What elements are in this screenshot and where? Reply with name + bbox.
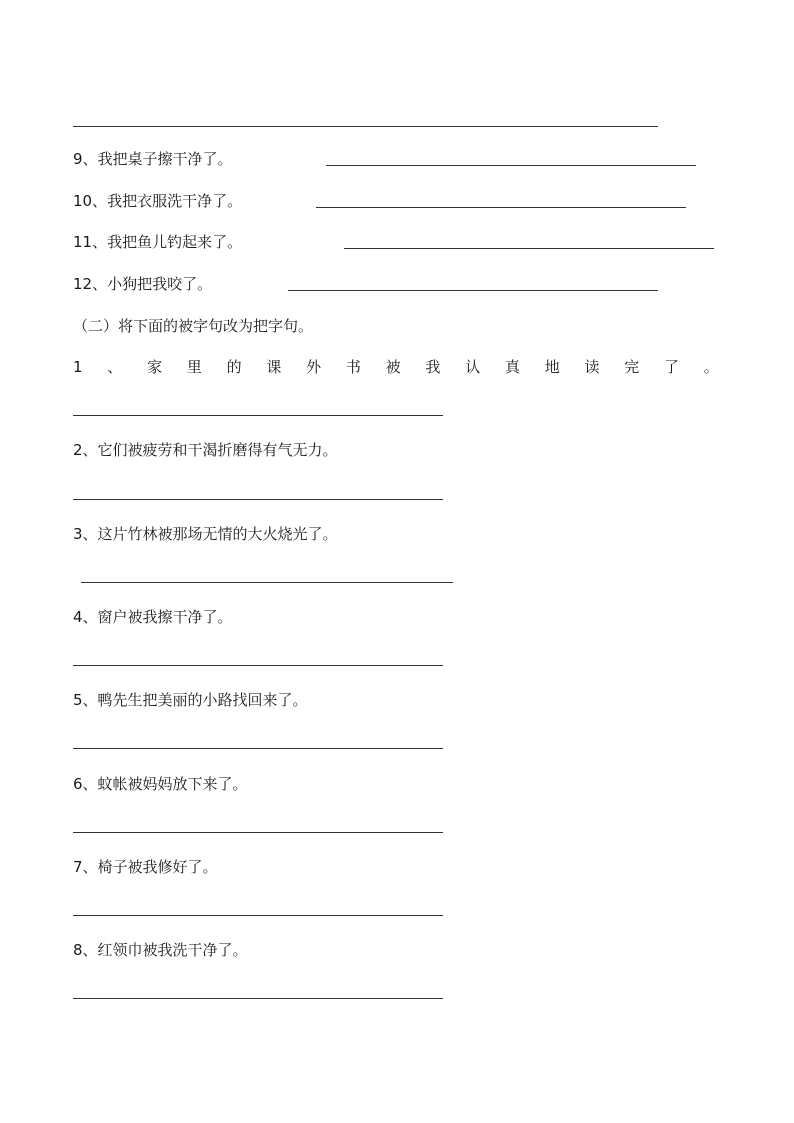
question-1-char: 家 — [147, 358, 163, 376]
answer-line-q3[interactable] — [81, 582, 453, 583]
question-1-char: 1 — [73, 358, 83, 376]
question-1-char: 、 — [107, 358, 123, 376]
question-3: 3、这片竹林被那场无情的大火烧光了。 — [73, 525, 338, 543]
question-1 — [73, 357, 719, 377]
question-7: 7、椅子被我修好了。 — [73, 858, 218, 876]
question-1-char: 课 — [266, 358, 282, 376]
question-1-char: 的 — [226, 358, 242, 376]
answer-line-q2[interactable] — [73, 499, 443, 500]
question-1-char: 真 — [504, 358, 520, 376]
question-1-char: 里 — [186, 358, 202, 376]
question-1-char: 我 — [425, 358, 441, 376]
answer-line-q1[interactable] — [73, 415, 443, 416]
answer-line-9[interactable] — [326, 165, 696, 166]
question-1-char: 完 — [624, 358, 640, 376]
sentence-11: 11、我把鱼儿钓起来了。 — [73, 233, 243, 251]
sentence-9: 9、我把桌子擦干净了。 — [73, 150, 233, 168]
question-1-char: 被 — [385, 358, 401, 376]
answer-line-top[interactable] — [73, 126, 658, 127]
answer-line-q5[interactable] — [73, 748, 443, 749]
question-2: 2、它们被疲劳和干渴折磨得有气无力。 — [73, 441, 338, 459]
answer-line-q4[interactable] — [73, 665, 443, 666]
question-1-char: 地 — [544, 358, 560, 376]
question-5: 5、鸭先生把美丽的小路找回来了。 — [73, 691, 308, 709]
answer-line-12[interactable] — [288, 290, 658, 291]
question-4: 4、窗户被我擦干净了。 — [73, 608, 233, 626]
question-8: 8、红领巾被我洗干净了。 — [73, 941, 248, 959]
answer-line-q8[interactable] — [73, 998, 443, 999]
answer-line-q6[interactable] — [73, 832, 443, 833]
sentence-10: 10、我把衣服洗干净了。 — [73, 192, 243, 210]
question-1-char: 。 — [703, 358, 719, 376]
answer-line-q7[interactable] — [73, 915, 443, 916]
answer-line-10[interactable] — [316, 207, 686, 208]
answer-line-11[interactable] — [344, 248, 714, 249]
question-1-char: 了 — [664, 358, 680, 376]
question-6: 6、蚊帐被妈妈放下来了。 — [73, 775, 248, 793]
question-1-char: 书 — [345, 358, 361, 376]
sentence-12: 12、小狗把我咬了。 — [73, 275, 213, 293]
question-1-char: 认 — [465, 358, 481, 376]
section-2-heading: （二）将下面的被字句改为把字句。 — [73, 317, 314, 335]
question-1-char: 外 — [306, 358, 322, 376]
question-1-char: 读 — [584, 358, 600, 376]
